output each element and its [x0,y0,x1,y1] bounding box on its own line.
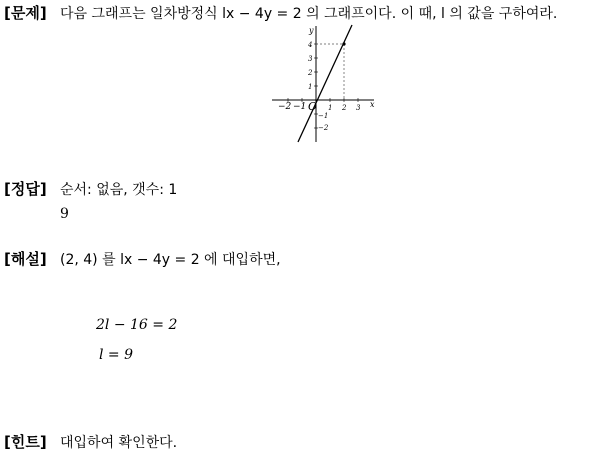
problem-text: 다음 그래프는 일차방정식 lx − 4y = 2 의 그래프이다. 이 때, l 의 값을 구하여라. [60,6,558,22]
hint-tag: [힌트] [4,433,47,451]
answer-tag: [정답] [4,180,47,198]
problem-tag: [문제] [4,4,47,22]
marked-point [342,42,345,45]
hint-text: 대입하여 확인한다. [60,435,178,451]
x-tick-label: 1 [328,104,333,112]
line-graph [268,22,380,144]
origin-label: O [308,100,318,113]
y-tick-label: 4 [308,41,313,49]
x-tick-label: 2 [342,104,347,112]
explanation-tag: [해설] [4,250,47,268]
explanation-text: (2, 4) 를 lx − 4y = 2 에 대입하면, [60,252,281,268]
y-tick-label: −1 [318,112,329,120]
x-tick-label: −1 [293,102,307,112]
x-tick-label: −2 [278,102,292,112]
answer-order-text: 순서: 없음, 갯수: 1 [60,182,178,198]
y-tick-label: 3 [308,55,313,63]
equation-2: l = 9 [99,347,134,363]
answer-value: 9 [60,206,69,222]
y-axis-label: y [309,26,314,35]
y-tick-label: 2 [308,69,313,77]
equation-1: 2l − 16 = 2 [96,317,178,333]
x-axis-label: x [370,100,375,109]
y-tick-label: 1 [308,83,313,91]
x-tick-label: 3 [356,104,361,112]
y-tick-label: −2 [318,124,329,132]
